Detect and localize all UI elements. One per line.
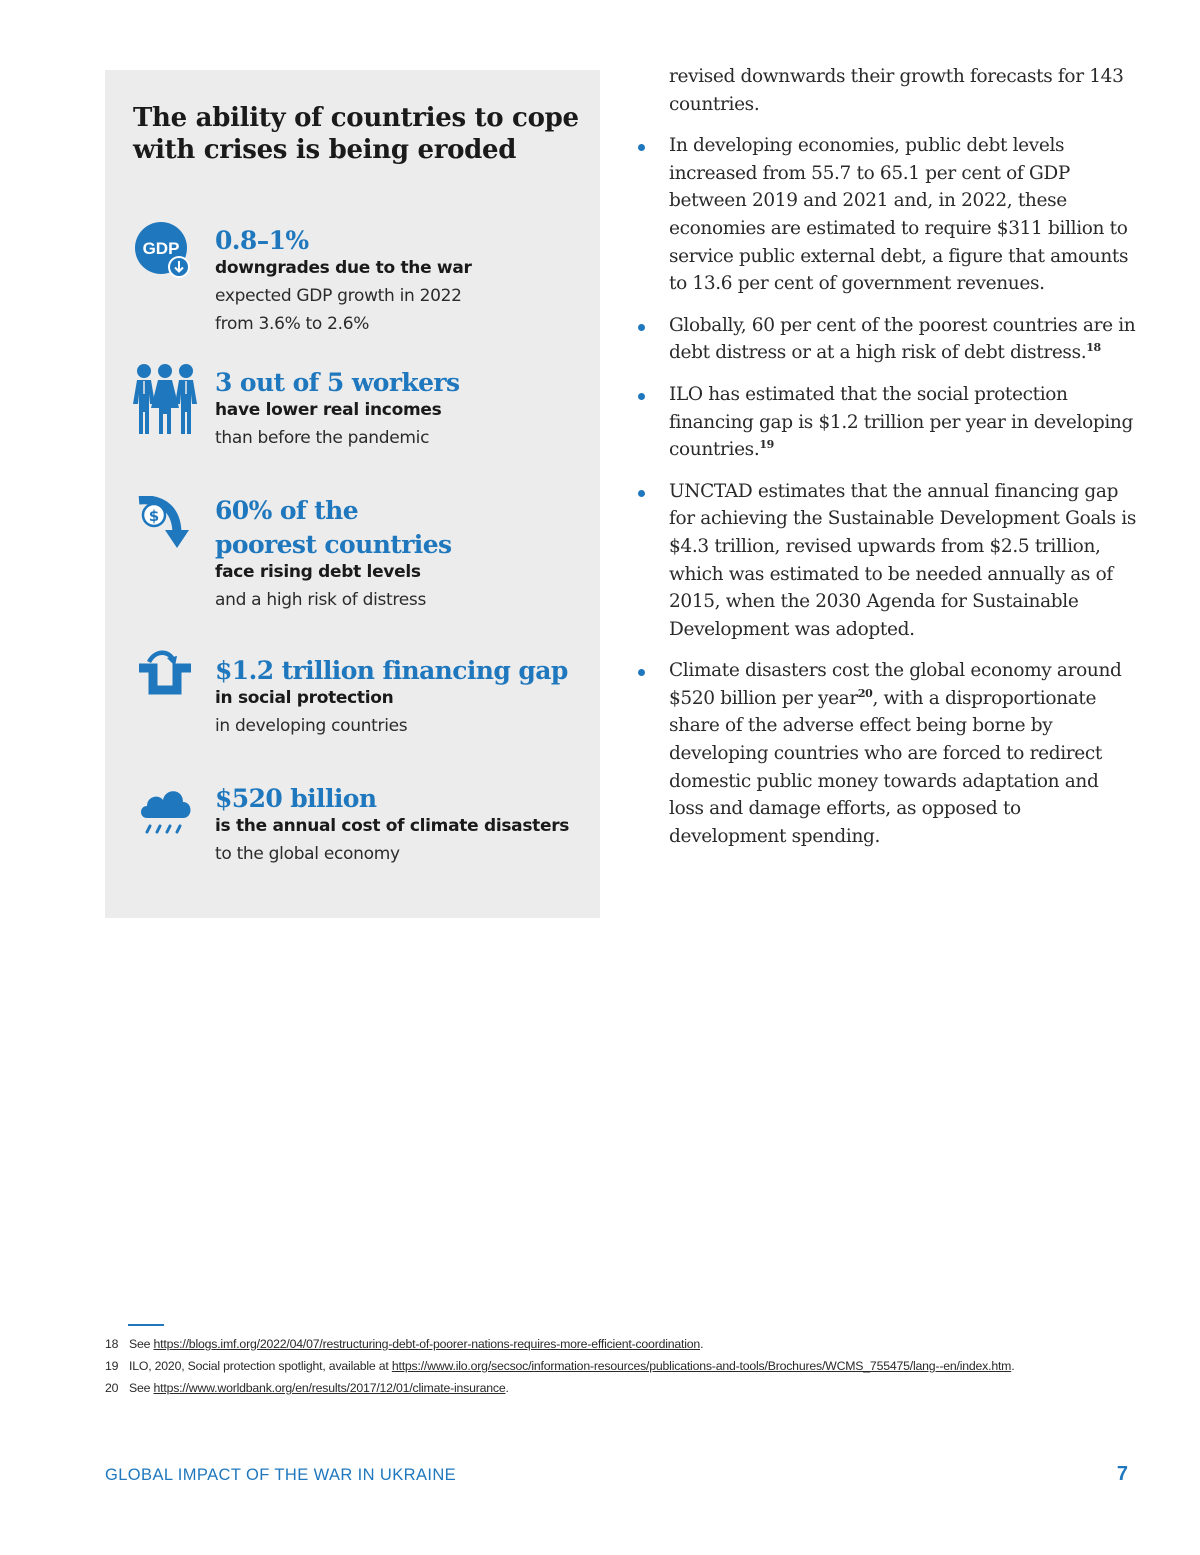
stat-bold: face rising debt levels xyxy=(215,562,421,582)
infobox-title: The ability of countries to cope with crises is being eroded xyxy=(133,103,579,165)
footnote-ref[interactable]: 19 xyxy=(759,438,774,452)
footnote: 18 See https://blogs.imf.org/2022/04/07/restructuring-debt-of-poorer-nations-requires-more-efficient-coordination. xyxy=(105,1337,704,1351)
footnote-ref[interactable]: 18 xyxy=(1086,341,1101,355)
footnote-link[interactable]: https://www.ilo.org/secsoc/information-resources/publications-and-tools/Brochures/WCMS_755475/lang--en/index.htm xyxy=(391,1359,1012,1373)
rain-cloud-icon xyxy=(137,782,195,844)
stat-headline: 60% of the xyxy=(215,496,359,525)
stat-line: than before the pandemic xyxy=(215,428,430,448)
svg-text:GDP: GDP xyxy=(142,239,180,258)
stat-bold: in social protection xyxy=(215,688,394,708)
footnote-rule xyxy=(128,1324,164,1326)
stat-line: from 3.6% to 2.6% xyxy=(215,314,370,334)
stat-headline: $520 billion xyxy=(215,784,377,813)
footnote: 19 ILO, 2020, Social protection spotlight, available at https://www.ilo.org/secsoc/information-resources/publications-and-tools/Brochures/WCMS_755475/lang--en/index.htm. xyxy=(105,1359,1015,1373)
stat-headline: 3 out of 5 workers xyxy=(215,368,460,397)
stat-headline: 0.8–1% xyxy=(215,226,309,255)
workers-icon xyxy=(129,364,203,440)
bullet-list xyxy=(636,132,1136,850)
footnote-link[interactable]: https://www.worldbank.org/en/results/2017/12/01/climate-insurance xyxy=(153,1381,506,1395)
continuation-paragraph: revised downwards their growth forecasts for 143 countries. xyxy=(669,66,1124,115)
stat-bold: downgrades due to the war xyxy=(215,258,472,278)
footnotes xyxy=(105,1334,1135,1400)
gap-arrow-icon xyxy=(135,648,195,704)
bullet-item: Climate disasters cost the global economy around $520 billion per year$^{20}$, with a disproportionate share of the adverse effect being borne by developing countries who are forced to redirect domestic public money towards adaptation and loss and damage efforts, as opposed to development spending. xyxy=(636,657,1136,850)
bullet-item: Globally, 60 per cent of the poorest countries are in debt distress or at a high risk of debt distress.$^{18}$ xyxy=(636,312,1136,367)
body-column xyxy=(636,63,1136,850)
stat-headline: poorest countries xyxy=(215,530,452,559)
infobox xyxy=(105,70,600,918)
stat-line: in developing countries xyxy=(215,716,408,736)
gdp-down-icon xyxy=(133,222,193,288)
debt-dollar-icon xyxy=(137,496,193,558)
footnote-ref[interactable]: 20 xyxy=(857,686,873,700)
stat-bold: is the annual cost of climate disasters xyxy=(215,816,570,836)
svg-text:$: $ xyxy=(148,507,160,525)
stat-line: and a high risk of distress xyxy=(215,590,427,610)
bullet-item: UNCTAD estimates that the annual financing gap for achieving the Sustainable Development Goals is $4.3 trillion, revised upwards from $2.5 trillion, which was estimated to be needed annually as of 2015, when the 2030 Agenda for Sustainable Development was adopted. xyxy=(636,478,1136,644)
footnote: 20 See https://www.worldbank.org/en/results/2017/12/01/climate-insurance. xyxy=(105,1381,509,1395)
stat-headline: $1.2 trillion financing gap xyxy=(215,656,568,685)
footer-title: GLOBAL IMPACT OF THE WAR IN UKRAINE xyxy=(105,1466,457,1484)
footnote-link[interactable]: https://blogs.imf.org/2022/04/07/restructuring-debt-of-poorer-nations-requires-more-efficient-coordination xyxy=(153,1337,701,1351)
page-number: 7 xyxy=(1116,1463,1128,1485)
bullet-item: ILO has estimated that the social protection financing gap is $1.2 trillion per year in developing countries.$^{19}$ xyxy=(636,381,1136,464)
bullet-item: In developing economies, public debt levels increased from 55.7 to 65.1 per cent of GDP between 2019 and 2021 and, in 2022, these economies are estimated to require $311 billion to service public external debt, a figure that amounts to 13.6 per cent of government revenues. xyxy=(636,132,1136,298)
stat-line: to the global economy xyxy=(215,844,400,864)
stat-bold: have lower real incomes xyxy=(215,400,442,420)
stat-line: expected GDP growth in 2022 xyxy=(215,286,462,306)
